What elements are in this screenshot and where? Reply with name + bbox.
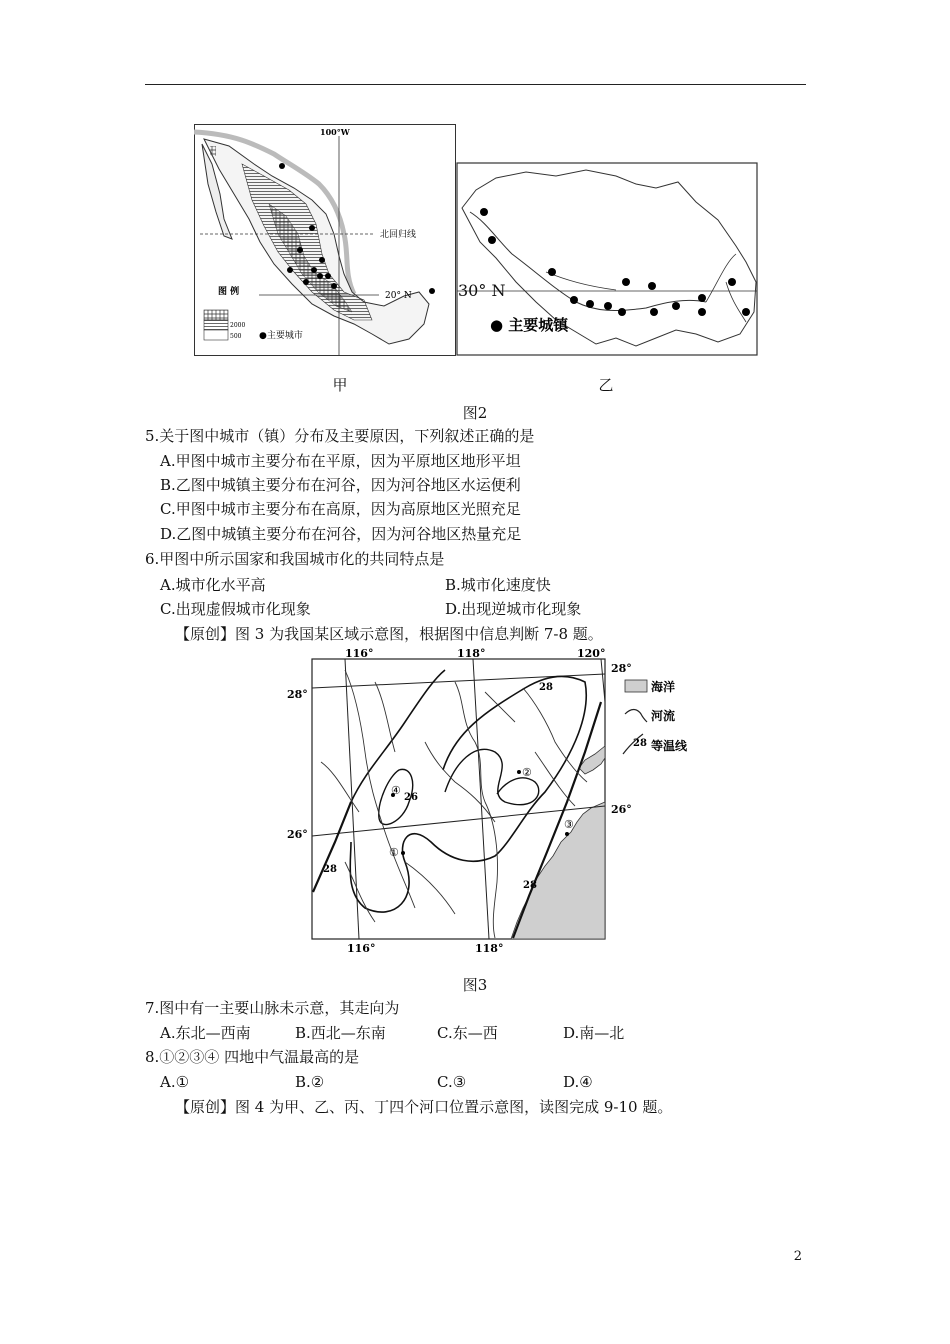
q7-option-d[interactable]: D.南—北 [563, 1024, 625, 1042]
legend-isotherm: 等温线 [651, 739, 688, 753]
legend-river: 河流 [651, 709, 676, 723]
lon-116-top: 116° [345, 647, 374, 660]
lat-30-label: 30° N [458, 281, 506, 300]
q5-option-a[interactable]: A.甲图中城市主要分布在平原，因为平原地区地形平坦 [160, 452, 521, 470]
map-jia [194, 124, 456, 356]
q8-option-a[interactable]: A.① [160, 1073, 190, 1091]
lon-120-top: 120° [577, 647, 606, 660]
legend-town: ● 主要城镇 [490, 316, 569, 334]
lon-118-bottom: 118° [475, 942, 504, 955]
lon-118-top: 118° [457, 647, 486, 660]
q7-option-b[interactable]: B.西北—东南 [295, 1024, 386, 1042]
legend-title: 图 例 [218, 287, 240, 297]
q5-option-c[interactable]: C.甲图中城市主要分布在高原，因为高原地区光照充足 [160, 500, 521, 518]
q7-option-c[interactable]: C.东—西 [437, 1024, 498, 1042]
q6-option-b[interactable]: B.城市化速度快 [445, 576, 551, 594]
q6-option-d[interactable]: D.出现逆城市化现象 [445, 600, 582, 618]
q5-option-d[interactable]: D.乙图中城镇主要分布在河谷，因为河谷地区热量充足 [160, 525, 522, 543]
label-jia: 甲 [332, 376, 348, 394]
point-3: ③ [564, 818, 574, 831]
q5-stem: 5.关于图中城市（镇）分布及主要原因，下列叙述正确的是 [145, 427, 535, 445]
lat-28-right: 28° [611, 662, 632, 675]
isotherm-28-c: 28 [523, 880, 537, 891]
q7-option-a[interactable]: A.东北—西南 [160, 1024, 251, 1042]
legend-2000: 2000 [230, 322, 246, 329]
intro-7-8: 【原创】图 3 为我国某区域示意图，根据图中信息判断 7-8 题。 [175, 625, 603, 643]
lon-116-bottom: 116° [347, 942, 376, 955]
q7-stem: 7.图中有一主要山脉未示意，其走向为 [145, 999, 400, 1017]
q6-option-c[interactable]: C.出现虚假城市化现象 [160, 600, 311, 618]
q6-stem: 6.甲图中所示国家和我国城市化的共同特点是 [145, 550, 445, 568]
header-rule [145, 84, 806, 85]
legend-ocean: 海洋 [651, 680, 676, 694]
q8-option-c[interactable]: C.③ [437, 1073, 467, 1091]
isotherm-28-b: 28 [323, 864, 337, 875]
figure3-caption: 图3 [462, 976, 488, 994]
legend-city: ●主要城市 [259, 331, 303, 341]
q8-option-b[interactable]: B.② [295, 1073, 325, 1091]
intro-9-10: 【原创】图 4 为甲、乙、丙、丁四个河口位置示意图，读图完成 9-10 题。 [175, 1098, 673, 1116]
point-1: ① [389, 846, 399, 859]
label-yi: 乙 [598, 376, 614, 394]
tropic-label: 北回归线 [380, 230, 417, 240]
lat-26-left: 26° [287, 828, 308, 841]
map-yi [456, 162, 758, 356]
lat-26-right: 26° [611, 803, 632, 816]
isotherm-26: 26 [404, 792, 418, 803]
point-2: ② [522, 766, 532, 779]
q6-option-a[interactable]: A.城市化水平高 [160, 576, 266, 594]
lat-20-label: 20° N [385, 291, 412, 301]
q8-option-d[interactable]: D.④ [563, 1073, 593, 1091]
page-number: 2 [793, 1249, 802, 1264]
lat-28-left: 28° [287, 688, 308, 701]
q5-option-b[interactable]: B.乙图中城镇主要分布在河谷，因为河谷地区水运便利 [160, 476, 521, 494]
isotherm-28-a: 28 [539, 682, 553, 693]
legend-isotherm-number: 28 [633, 738, 647, 749]
map-figure3 [285, 642, 715, 960]
point-4: ④ [391, 784, 401, 797]
q8-stem: 8.①②③④ 四地中气温最高的是 [145, 1048, 360, 1066]
meridian-label: 100°W [320, 127, 350, 137]
legend-500: 500 [230, 333, 242, 340]
figure2-caption: 图2 [462, 404, 488, 422]
